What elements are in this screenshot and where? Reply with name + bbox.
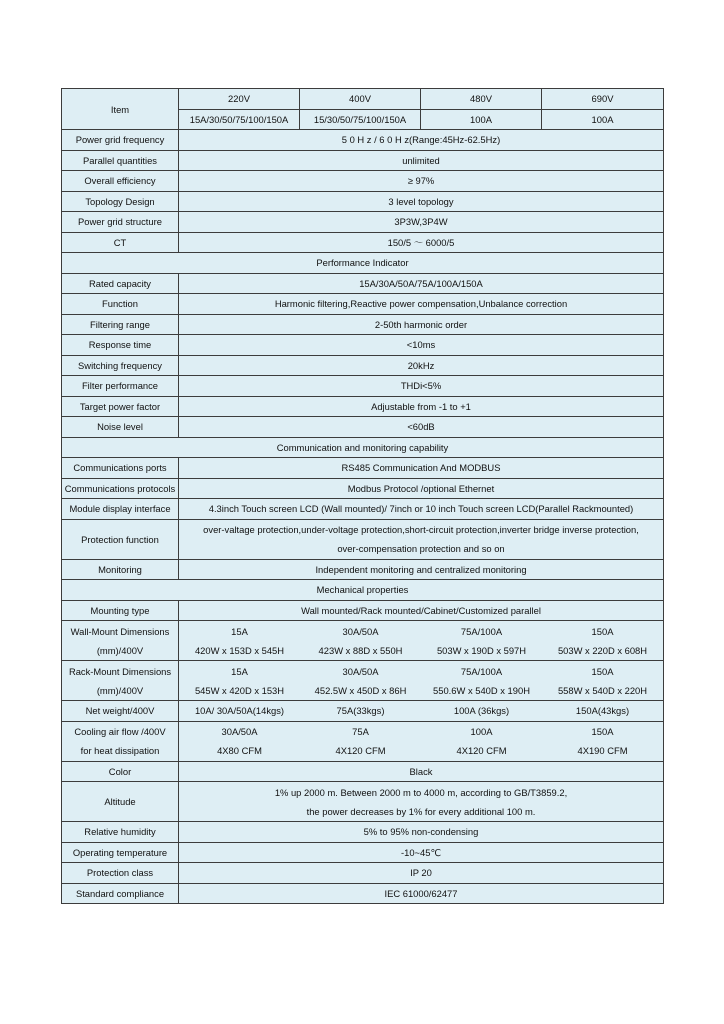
weight-value: 10A/ 30A/50A(14kgs): [194, 705, 285, 717]
row-label: Target power factor: [62, 396, 179, 417]
row-value: [179, 701, 664, 722]
size: 503W x 190D x 597H: [436, 644, 527, 656]
weight-value: 75A(33kgs): [336, 705, 385, 717]
row-value: 3P3W,3P4W: [179, 212, 664, 233]
altitude-line-2: the power decreases by 1% for every additional 100 m.: [306, 805, 536, 817]
table-row: [62, 130, 664, 151]
section-title: Communication and monitoring capability: [62, 437, 664, 458]
label-line: Cooling air flow /400V: [74, 726, 166, 737]
row-label: Communications protocols: [62, 478, 179, 499]
row-label: Filter performance: [62, 376, 179, 397]
table-row: [62, 842, 664, 863]
label-line: (mm)/400V: [96, 644, 144, 656]
size: 423W x 88D x 550H: [318, 644, 403, 656]
flow: 4X120 CFM: [335, 745, 386, 756]
row-label: Net weight/400V: [62, 701, 179, 722]
table-row: [62, 294, 664, 315]
size: 550.6W x 540D x 190H: [433, 684, 530, 696]
header-row-voltage: [62, 89, 664, 110]
table-row: [62, 621, 664, 661]
row-value: Harmonic filtering,Reactive power compensation,Unbalance correction: [179, 294, 664, 315]
row-value: unlimited: [179, 150, 664, 171]
ratings-line: [179, 722, 663, 741]
row-value: 4.3inch Touch screen LCD (Wall mounted)/ 7inch or 10 inch Touch screen LCD(Parallel Rackmounted): [179, 499, 664, 520]
row-value: <10ms: [179, 335, 664, 356]
protection-line-1: over-valtage protection,under-voltage protection,short-circuit protection,inverter bridge inverse protection,: [203, 524, 639, 535]
row-value: 5% to 95% non-condensing: [179, 822, 664, 843]
spec-table: [61, 88, 664, 904]
rating: 75A: [352, 726, 369, 737]
table-row: [62, 701, 664, 722]
rating: 30A/50A: [221, 726, 258, 737]
row-label: Topology Design: [62, 191, 179, 212]
row-value: RS485 Communication And MODBUS: [179, 458, 664, 479]
table-row: [62, 721, 664, 761]
weights-line: [179, 705, 663, 716]
header-voltage-480: 480V: [421, 89, 542, 110]
section-row-communication: [62, 437, 664, 458]
table-row: [62, 376, 664, 397]
header-voltage-400: 400V: [300, 89, 421, 110]
table-row: [62, 519, 664, 559]
label-line: Rack-Mount Dimensions: [68, 665, 172, 677]
section-row-performance: [62, 253, 664, 274]
row-value: THDi<5%: [179, 376, 664, 397]
row-label: Filtering range: [62, 314, 179, 335]
sizes-line: [179, 641, 663, 660]
row-value: [179, 519, 664, 559]
row-label: Relative humidity: [62, 822, 179, 843]
row-label: Power grid frequency: [62, 130, 179, 151]
table-row: [62, 499, 664, 520]
altitude-line-1: 1% up 2000 m. Between 2000 m to 4000 m, according to GB/T3859.2,: [274, 786, 568, 798]
rating: 100A: [470, 726, 493, 737]
row-label: Function: [62, 294, 179, 315]
table-row: [62, 150, 664, 171]
row-label: Color: [62, 761, 179, 782]
row-value: 2-50th harmonic order: [179, 314, 664, 335]
row-label: [62, 661, 179, 701]
table-row: [62, 212, 664, 233]
row-label: Overall efficiency: [62, 171, 179, 192]
row-value: -10~45℃: [179, 842, 664, 863]
row-label: Switching frequency: [62, 355, 179, 376]
row-label: Rated capacity: [62, 273, 179, 294]
weight-value: 150A(43kgs): [575, 705, 630, 717]
rating: 150A: [591, 625, 614, 637]
table-row: [62, 661, 664, 701]
size: 452.5W x 450D x 86H: [314, 684, 407, 696]
table-row: [62, 478, 664, 499]
size: 503W x 220D x 608H: [557, 644, 648, 656]
header-voltage-690: 690V: [542, 89, 664, 110]
row-value: Modbus Protocol /optional Ethernet: [179, 478, 664, 499]
label-line: (mm)/400V: [96, 684, 144, 696]
table-row: [62, 191, 664, 212]
row-label: Standard compliance: [62, 883, 179, 904]
row-label: Parallel quantities: [62, 150, 179, 171]
row-value: 3 level topology: [179, 191, 664, 212]
row-label: Protection class: [62, 863, 179, 884]
row-value: 20kHz: [179, 355, 664, 376]
rating: 30A/50A: [342, 625, 379, 637]
header-range-220: 15A/30/50/75/100/150A: [179, 109, 300, 130]
row-value: [179, 621, 664, 661]
row-value: [179, 721, 664, 761]
table-row: [62, 273, 664, 294]
table-row: [62, 761, 664, 782]
rating: 150A: [591, 726, 614, 737]
rating: 15A: [231, 625, 248, 637]
row-label: Protection function: [62, 519, 179, 559]
label-line: for heat dissipation: [80, 745, 160, 756]
table-row: [62, 883, 664, 904]
table-row: [62, 863, 664, 884]
rating: 75A/100A: [460, 625, 503, 637]
row-label: Communications ports: [62, 458, 179, 479]
table-row: [62, 396, 664, 417]
table-row: [62, 355, 664, 376]
row-value: [179, 661, 664, 701]
row-value: IP 20: [179, 863, 664, 884]
size: 420W x 153D x 545H: [194, 644, 285, 656]
row-label: [62, 721, 179, 761]
table-row: [62, 171, 664, 192]
protection-line-2: over-compensation protection and so on: [337, 543, 505, 554]
row-value: 15A/30A/50A/75A/100A/150A: [179, 273, 664, 294]
size: 558W x 540D x 220H: [557, 684, 648, 696]
section-title: Mechanical properties: [62, 580, 664, 601]
table-row: [62, 600, 664, 621]
row-label: Monitoring: [62, 559, 179, 580]
rating: 30A/50A: [342, 665, 379, 677]
row-value: Independent monitoring and centralized monitoring: [179, 559, 664, 580]
row-label: Operating temperature: [62, 842, 179, 863]
row-label: Module display interface: [62, 499, 179, 520]
table-row: [62, 417, 664, 438]
row-label: Power grid structure: [62, 212, 179, 233]
row-value: Adjustable from -1 to +1: [179, 396, 664, 417]
flow: 4X80 CFM: [217, 745, 262, 756]
row-value: ≥ 97%: [179, 171, 664, 192]
flow: 4X120 CFM: [456, 745, 507, 756]
header-range-690: 100A: [542, 109, 664, 130]
rating: 15A: [231, 665, 248, 677]
sizes-line: [179, 681, 663, 700]
ratings-line: [179, 662, 663, 681]
row-value: 5 0 H z / 6 0 H z(Range:45Hz-62.5Hz): [179, 130, 664, 151]
row-label: CT: [62, 232, 179, 253]
rating: 150A: [591, 665, 614, 677]
row-value: <60dB: [179, 417, 664, 438]
row-value: 150/5 ～ 6000/5: [179, 232, 664, 253]
section-title: Performance Indicator: [62, 253, 664, 274]
row-value: Black: [179, 761, 664, 782]
table-row: [62, 782, 664, 822]
flows-line: [179, 741, 663, 760]
header-range-480: 100A: [421, 109, 542, 130]
label-line: Wall-Mount Dimensions: [70, 625, 170, 637]
weight-value: 100A (36kgs): [453, 705, 510, 717]
row-label: Mounting type: [62, 600, 179, 621]
section-row-mechanical: [62, 580, 664, 601]
header-range-400: 15/30/50/75/100/150A: [300, 109, 421, 130]
header-voltage-220: 220V: [179, 89, 300, 110]
ratings-line: [179, 622, 663, 641]
table-row: [62, 458, 664, 479]
table-row: [62, 559, 664, 580]
row-label: Response time: [62, 335, 179, 356]
row-value: [179, 782, 664, 822]
row-label: Noise level: [62, 417, 179, 438]
size: 545W x 420D x 153H: [194, 684, 285, 696]
row-value: Wall mounted/Rack mounted/Cabinet/Customized parallel: [179, 600, 664, 621]
row-label: Altitude: [62, 782, 179, 822]
rating: 75A/100A: [460, 665, 503, 677]
table-row: [62, 822, 664, 843]
flow: 4X190 CFM: [577, 745, 628, 756]
table-row: [62, 335, 664, 356]
table-row: [62, 232, 664, 253]
row-value: IEC 61000/62477: [179, 883, 664, 904]
header-item: Item: [62, 89, 179, 130]
row-label: [62, 621, 179, 661]
table-row: [62, 314, 664, 335]
